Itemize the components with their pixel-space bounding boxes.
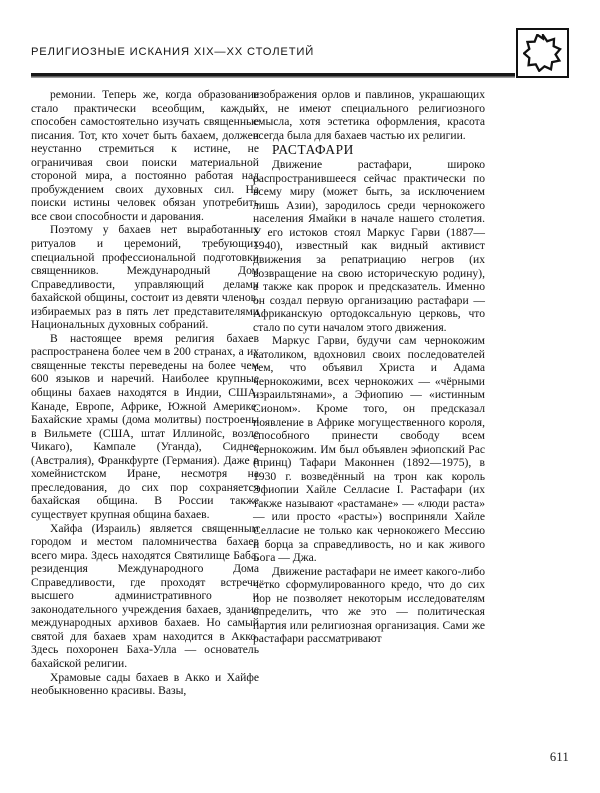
- paragraph-continuation: изображения орлов и павлинов, украшающих их, не имеют специального религиозного смысла, хотя эстетика оформления, красота всегда была для бахаев частью их религии.: [253, 88, 485, 142]
- paragraph: Маркус Гарви, будучи сам чернокожим католиком, вдохновил своих последователей тем, что объявил Христа и Адама чернокожими, всех чернокожих — «чёрными израильтянами», а Эфиопию — «истинным Сионом». Кроме того, он предсказал появление в Африке могущественного короля, способного принести свободу всем чернокожим. Им был объявлен эфиопский Рас (принц) Тафари Маконнен (1892—1975), в 1930 г. возведённый на трон как король Эфиопии Хайле Селласие I. Растафари (их также называют «растамане» — «люди раста» — или просто «расты») восприняли Хайле Селласие не только как чернокожего Мессию и борца за справедливость, но и как живого Бога — Джа.: [253, 334, 485, 565]
- page-number: 611: [549, 750, 569, 764]
- running-head: [31, 46, 517, 72]
- text-column-right: [253, 88, 485, 646]
- text-column-left: [31, 88, 259, 698]
- header-rule: [31, 73, 515, 77]
- paragraph: Движение растафари не имеет какого-либо чётко сформулированного кредо, что до сих пор не позволяет некоторым исследователям определить, что же это — политическая партия или религиозная организация. Сами же растафари рассматривают: [253, 564, 485, 646]
- paragraph: Поэтому у бахаев нет выработанных ритуалов и церемоний, требующих специальной профессиональной подготовки священников. Международный Дом Справедливости, управляющий делами бахайской общины, состоит из девяти членов, избираемых раз в пять лет представителями Национальных духовных собраний.: [31, 223, 259, 332]
- nine-pointed-star-icon: [516, 28, 569, 78]
- paragraph: ремонии. Теперь же, когда образование стало практически всеобщим, каждый способен самостоятельно изучать священные писания. Тот, кто хочет быть бахаем, должен неустанно стремиться к истине, не ограничивая свои поиски материальной стороной мира, а постоянно работая над пробуждением своих духовных сил. На поиски истины человек обязан употребить все свои способности и дарования.: [31, 88, 259, 223]
- paragraph: В настоящее время религия бахаев распространена более чем в 200 странах, а их священные тексты переведены на более чем 600 языков и наречий. Наиболее крупные общины бахаев находятся в Индии, США, Канаде, Европе, Африке, Южной Америке. Бахайские храмы (дома молитвы) построены в Вильмете (США, штат Иллинойс, возле Чикаго), Кампале (Уганда), Сиднее (Австралия), Франкфурте (Германия). Даже в хомейнистском Иране, несмотря на преследования, до сих пор сохраняется бахайская община. В России также существует крупная община бахаев.: [31, 331, 259, 521]
- paragraph: Хайфа (Израиль) является священным городом и местом паломничества бахаев всего мира. Здесь находятся Святилище Баба, резиденция Международного Дома Справедливости, где проходят встречи высшего административного и законодательного учреждения бахаев, здание международных архивов бахаев. Но самый святой для бахаев храм находится в Акко. Здесь похоронен Баха-Улла — основатель бахайской религии.: [31, 521, 259, 670]
- running-head-text: РЕЛИГИОЗНЫЕ ИСКАНИЯ XIX—XX СТОЛЕТИЙ: [31, 46, 315, 58]
- section-heading: РАСТАФАРИ: [272, 142, 354, 158]
- paragraph: Храмовые сады бахаев в Акко и Хайфе необыкновенно красивы. Вазы,: [31, 670, 259, 698]
- paragraph: Движение растафари, широко распространившееся сейчас практически по всему миру (может быть, за исключением лишь Азии), зародилось среди чернокожего населения Ямайки в начале нашего столетия. У его истоков стоял Маркус Гарви (1887—1940), известный как видный активист движения за репатриацию негров (их возвращение на свою историческую родину), а также как пророк и предсказатель. Именно он создал первую организацию растафари — Африканскую ортодоксальную церковь, что стало по сути началом этого движения.: [253, 158, 485, 334]
